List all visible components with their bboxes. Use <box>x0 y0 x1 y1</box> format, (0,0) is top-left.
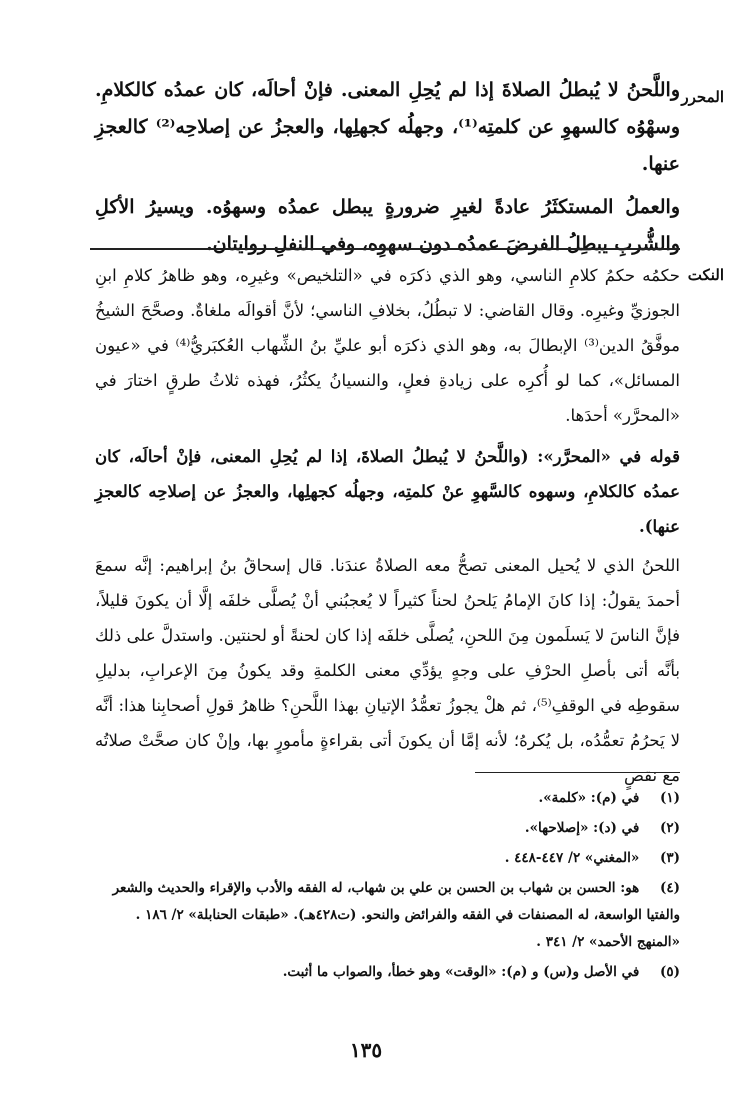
footnote-1: (١) في (م): «كلمة». <box>538 790 680 806</box>
nukat-text <box>95 258 680 793</box>
nukat-label: النكت <box>687 266 724 284</box>
quote-text: (واللَّحنُ لا يُبطلُ الصلاةَ، إذا لم يُحِلِ المعنى، فإنْ أحالَه، كان عمدُه كالكلامِ، وسهوه كالسَّهوِ عنْ كلمتِه، وجهلُه كجهلِها، والعجزُ عن إصلاحِه كالعجزِ عنها). <box>95 447 680 536</box>
quote-intro: قوله في «المحرَّر»: <box>528 447 680 466</box>
footnotes <box>95 785 680 989</box>
nukat-paragraph-1: حكمُه حكمُ كلامِ الناسي، وهو الذي ذكرَه في «التلخيص» وغيرِه، وهو ظاهرُ كلامِ ابنِ الجوزيِّ وغيرِه. وقال القاضي: لا تبطُلُ، بخلافِ الناسي؛ لأنَّ أقوالَه ملغاةٌ. وصحَّحَ الشيخُ موفَّقُ الدين⁽³⁾ الإبطالَ به، وهو الذي ذكرَه أبو عليِّ بنُ الشِّهاب العُكبَريُّ⁽⁴⁾ في «عيون المسائل»، كما لو أُكرِه على زيادةِ فعلٍ، والنسيانُ يكثُرُ، فهذه ثلاثُ طرقٍ اختارَ في «المحرَّر» أحدَها. <box>95 266 680 425</box>
footnote-3: (٣) «المغني» ٢/ ٤٤٧-٤٤٨ . <box>504 850 680 866</box>
nukat-quote-paragraph <box>95 439 680 544</box>
muharrar-text <box>95 72 680 263</box>
matn-paragraph-2: والعملُ المستكثَرُ عادةً لغيرِ ضرورةٍ يبطل عمدُه وسهوُه. ويسيرُ الأكلِ والشُّربِ يبطِلُ الفرضَ عمدُه دون سهوِه، وفي النفلِ روايتان. <box>95 196 680 255</box>
muharrar-label: المحرر <box>681 88 724 106</box>
nukat-paragraph-3: اللحنُ الذي لا يُحيل المعنى تصحُّ معه الصلاةُ عندَنا. قال إسحاقُ بنُ إبراهيم: إنَّه سمعَ أحمدَ يقولُ: إذا كانَ الإمامُ يَلحنُ لحناً كثيراً لا يُعجبُني أنْ يُصلَّى خلفَه إلَّا أن يكونَ قليلاً، فإنَّ الناسَ لا يَسلَمون مِنَ اللحنِ، يُصلَّى خلفَه إذا كان لحنةً أو لحنتين. واستدلَّ على ذلك بأنَّه أتى بأصلِ الحرْفِ على وجهٍ يؤدِّي معنى الكلمةِ وقد يكونُ مِنَ الإعرابِ، بدليلِ سقوطِه في الوقفِ⁽⁵⁾، ثم هلْ يجوزُ تعمُّدُ الإتيانِ بهذا اللَّحنِ؟ ظاهرُ قولِ أصحابِنا هذا: أنَّه لا يَحرُمُ تعمُّدُه، بل يُكرهُ؛ لأنه إمَّا أن يكونَ أتى بقراءةٍ مأمورٍ بها، وإنْ كان صحَّتْ صلاتُه مع نقصٍ <box>95 556 680 785</box>
matn-paragraph-1: واللَّحنُ لا يُبطلُ الصلاةَ إذا لم يُحِلِ المعنى. فإنْ أحالَه، كان عمدُه كالكلامِ. وسهْوُه كالسهوِ عن كلمتِه⁽¹⁾، وجهلُه كجهلِها، والعجزُ عن إصلاحِه⁽²⁾ كالعجزِ عنها. <box>95 79 680 175</box>
footnote-4: (٤) هو: الحسن بن شهاب بن الحسن بن علي بن شهاب، له الفقه والأدب والإقراء والحديث والشعر والفتيا الواسعة، له المصنفات في الفقه والفرائض والنحو. (ت٤٢٨هـ). «طبقات الحنابلة» ٢/ ١٨٦ . «المنهج الأحمد» ٢/ ٣٤١ . <box>112 880 680 950</box>
footnote-5: (٥) في الأصل و(س) و (م): «الوقت» وهو خطأ، والصواب ما أثبت. <box>282 964 680 980</box>
section-divider <box>90 248 680 250</box>
footnote-2: (٢) في (د): «إصلاحها». <box>524 820 680 836</box>
footnote-divider <box>475 772 680 773</box>
page-number: ١٣٥ <box>349 1038 383 1062</box>
